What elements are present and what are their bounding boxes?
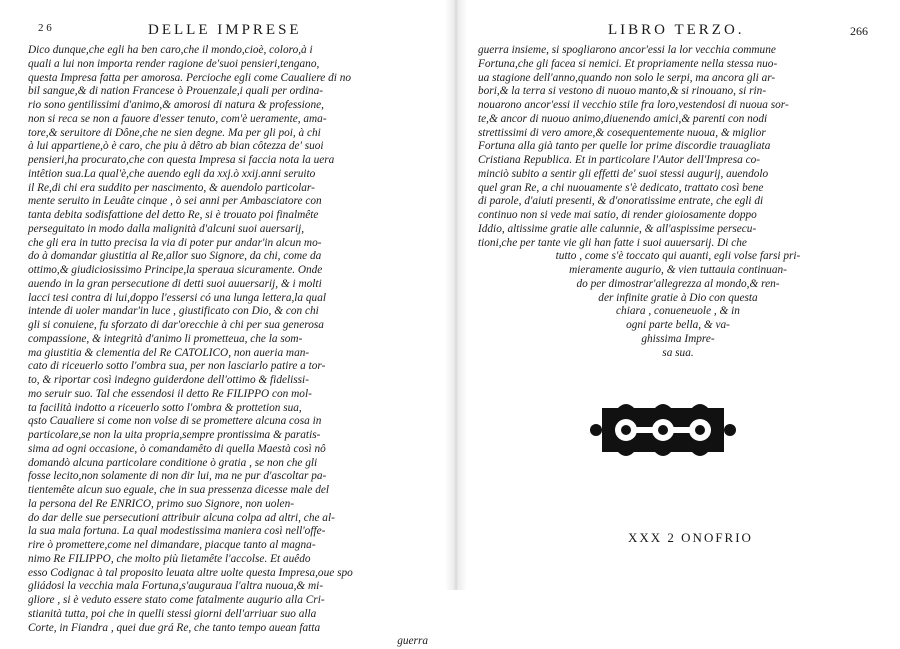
left-text-line: ta facilità indotto a riceuerlo sotto l'ombra & prottetion sua, xyxy=(28,401,302,414)
left-running-title: DELLE IMPRESE xyxy=(148,22,302,38)
left-text-line: auendo in la gran persecutione di detti suoi auuersarij, & i molti xyxy=(28,277,322,290)
right-text-line: Fortuna,che gli facea si nemici. Et propriamente nella stessa nuo- xyxy=(478,57,778,70)
left-text-line: la sua mala fortuna. La qual modestissima maniera così nell'offe- xyxy=(28,525,326,538)
left-text-line: ma giustitia & clementia del Re CATOLICO, non aueria man- xyxy=(28,346,310,359)
right-text-line: minciò subito a sentir gli effetti de' suoi stessi augurij, auendolo xyxy=(478,167,769,180)
right-page xyxy=(478,22,878,582)
right-text-line: te,& ancor di nuouo animo,diuenendo amici,& parenti con nodi xyxy=(478,112,768,125)
right-text-line: chiara , conueneuole , & in xyxy=(616,305,740,318)
right-text-line: strettissimi di vero amore,& cosequentemente nuoua, & miglior xyxy=(478,126,766,139)
left-text-line: tanta debita sodisfattione del detto Re, si è trouato poi finalmête xyxy=(28,209,319,221)
left-text-line: do à domandar giustitia al Re,allor suo Signore, da chi, come da xyxy=(28,250,322,263)
right-text-line: bori,& la terra si vestono di nuouo manto,& si rinouano, si rin- xyxy=(478,85,767,98)
left-text-line: questa Impresa fatta per amorosa. Percioche egli come Caualiere di no xyxy=(28,71,352,84)
left-text-line: perseguitato in modo dalla malignità d'alcuni suoi auersarij, xyxy=(28,222,305,235)
left-page xyxy=(28,22,438,648)
left-text-line: ottimo,& giudiciosissimo Principe,la speraua sicuramente. Onde xyxy=(28,264,323,276)
right-folio: 266 xyxy=(850,24,868,38)
left-running-head xyxy=(28,22,438,42)
left-text-line: lacci tesi contra di lui,doppo l'essersi có una lunga lettera,la qual xyxy=(28,291,326,304)
printers-ornament xyxy=(588,400,738,460)
right-running-head xyxy=(478,22,878,42)
left-text-line: compassione, & integrità d'animo li prometteua, che la som- xyxy=(28,332,303,345)
left-text-line: intêtion sua.La qual'è,che auendo egli da xxj.ò xxij.anni seruito xyxy=(28,167,316,180)
left-text-line: mo seruir suo. Tal che essendosi il detto Re FILIPPO con mol- xyxy=(28,387,312,400)
left-text-line: il Re,di chi era suddito per nascimento, & auendolo particolar- xyxy=(28,181,315,194)
left-text-line: to, & riportar così indegno guiderdone dell'ottimo & fidelissi- xyxy=(28,374,309,386)
right-text-line: Fortuna alla già tanto per quelle lor prime discordie trauagliata xyxy=(478,140,771,153)
left-text-line: guerra xyxy=(397,635,428,648)
left-text-line: che gli era in tutto precisa la via di poter pur andar'in alcun mo- xyxy=(28,236,322,249)
left-text-line: cato di riceuerlo sotto l'ombra sua, per non lasciarlo patire a tor- xyxy=(28,360,326,373)
left-text-line: Dico dunque,che egli ha ben caro,che il mondo,cioè, coloro,à i xyxy=(28,44,313,56)
right-text-line: tioni,che per tante vie gli han fatte i suoi auuersarij. Di che xyxy=(478,236,747,249)
left-text-line: sima ad ogni occasione, ò comandamêto di quella Maestà così nô xyxy=(28,442,326,455)
left-text-line: rio sono gentilissimi d'animo,& amorosi di natura & professione, xyxy=(28,99,324,111)
left-text-line: la persona del Re ENRICO, primo suo Signore, non uolen- xyxy=(28,497,294,510)
left-text-line: do dar delle sue persecutioni attribuir alcuna colpa ad altri, che al- xyxy=(28,511,335,524)
left-text-line: mente seruito in Leuâte cinque , ò sei anni per Ambasciatore con xyxy=(28,195,322,208)
right-text-line: di parole, d'aiuti presenti, & d'onoratissime entrate, che egli di xyxy=(478,195,764,208)
left-text-line: gliore , si è veduto essere stato come fatalmente augurio alla Cri- xyxy=(28,594,325,606)
right-text-line: Cristiana Republica. Et in particolare l'Autor dell'Impresa co- xyxy=(478,154,760,166)
right-text-line: nouarono ancor'essi il vecchio stile fra loro,vestendosi di nuoua sor- xyxy=(478,99,789,111)
right-text-line: mieramente augurio, & vien tuttauia continuan- xyxy=(569,264,787,276)
left-text-line: Corte, in Fiandra , quei due grá Re, che tanto tempo auean fatta xyxy=(28,621,321,634)
left-text-line: particolare,se non la uita propria,sempre prontissima & paratis- xyxy=(28,429,321,441)
left-text-line: rire ò promettere,come nel dimandare, piacque tanto al magna- xyxy=(28,539,316,551)
left-text-line: bil sangue,& di nation Francese ò Prouenzale,i quali per ordina- xyxy=(28,85,324,98)
right-text-line: quel gran Re, a chi nuouamente s'è dedicato, trattato così bene xyxy=(478,181,764,194)
left-text-line: qsto Caualiere si come non volse di se promettere alcuna cosa in xyxy=(28,415,322,428)
right-body-text xyxy=(478,44,878,360)
left-text-line: fosse lecito,non solamente di non dir lui, ma ne pur d'ascoltar pa- xyxy=(28,470,327,483)
left-text-line: non si reca se non a fauore d'esser tenuto, com'è ueramente, ama- xyxy=(28,112,327,125)
left-text-line: quali a lui non importa render ragione de'suoi pensieri,tengano, xyxy=(28,57,320,70)
right-text-line: do per dimostrar'allegrezza al mondo,& ren- xyxy=(576,277,780,290)
left-text-line: à lui appartiene,ò è caro, che piu à dêtro ab bian côtezza de' suoi xyxy=(28,140,324,153)
book-gutter xyxy=(445,0,467,590)
left-text-line: stianità tutta, poi che in quelli stessi giorni dell'arriuar suo alla xyxy=(28,607,317,620)
left-text-line: esso Codignac à tal proposito leuata altre uolte questa Impresa,oue spo xyxy=(28,566,353,579)
signature-catchword: XXX 2 ONOFRIO xyxy=(628,530,753,545)
left-text-line: tore,& seruitore di Dône,che ne sien degne. Ma per gli poi, à chi xyxy=(28,126,321,139)
left-text-line: gliádosi la vecchia mala Fortuna,s'auguraua l'altra nuoua,& mi- xyxy=(28,580,324,593)
left-text-line: gli si conuiene, fu sforzato di dar'orecchie à chi per sua generosa xyxy=(28,319,324,331)
right-text-line: ua stagione dell'anno,quando non solo le serpi, ma ancora gli ar- xyxy=(478,71,776,84)
right-text-line: ogni parte bella, & va- xyxy=(626,319,730,331)
right-text-line: sa sua. xyxy=(662,346,694,359)
right-running-title: LIBRO TERZO. xyxy=(608,22,745,38)
left-folio: 2 6 xyxy=(38,22,52,34)
right-text-line: der infinite gratie à Dio con questa xyxy=(598,291,758,304)
left-text-line: domandò alcuna particolare conditione ò gratia , se non che gli xyxy=(28,456,318,469)
left-body-text xyxy=(28,44,438,649)
right-text-line: ghissima Impre- xyxy=(641,332,715,345)
right-text-line: continuo non si vede mai satio, di render gioiosamente doppo xyxy=(478,209,757,221)
right-text-line: tutto , come s'è toccato qui auanti, egli volse farsi pri- xyxy=(555,250,801,263)
right-text-line: Iddio, altissime gratie alle calunnie, & all'aspissime persecu- xyxy=(478,222,757,235)
left-text-line: intende di uoler mandar'in luce , giustificato con Dio, & con chi xyxy=(28,305,319,318)
left-text-line: pensieri,ha procurato,che con questa Impresa si faccia nota la uera xyxy=(28,154,335,166)
right-text-line: guerra insieme, si spogliarono ancor'essi la lor vecchia commune xyxy=(478,44,776,56)
left-text-line: tientemête alcun suo eguale, che in sua pressenza dicesse male del xyxy=(28,484,330,496)
left-text-line: nimo Re FILIPPO, che molto più lietamête l'accolse. Et auêdo xyxy=(28,552,311,565)
